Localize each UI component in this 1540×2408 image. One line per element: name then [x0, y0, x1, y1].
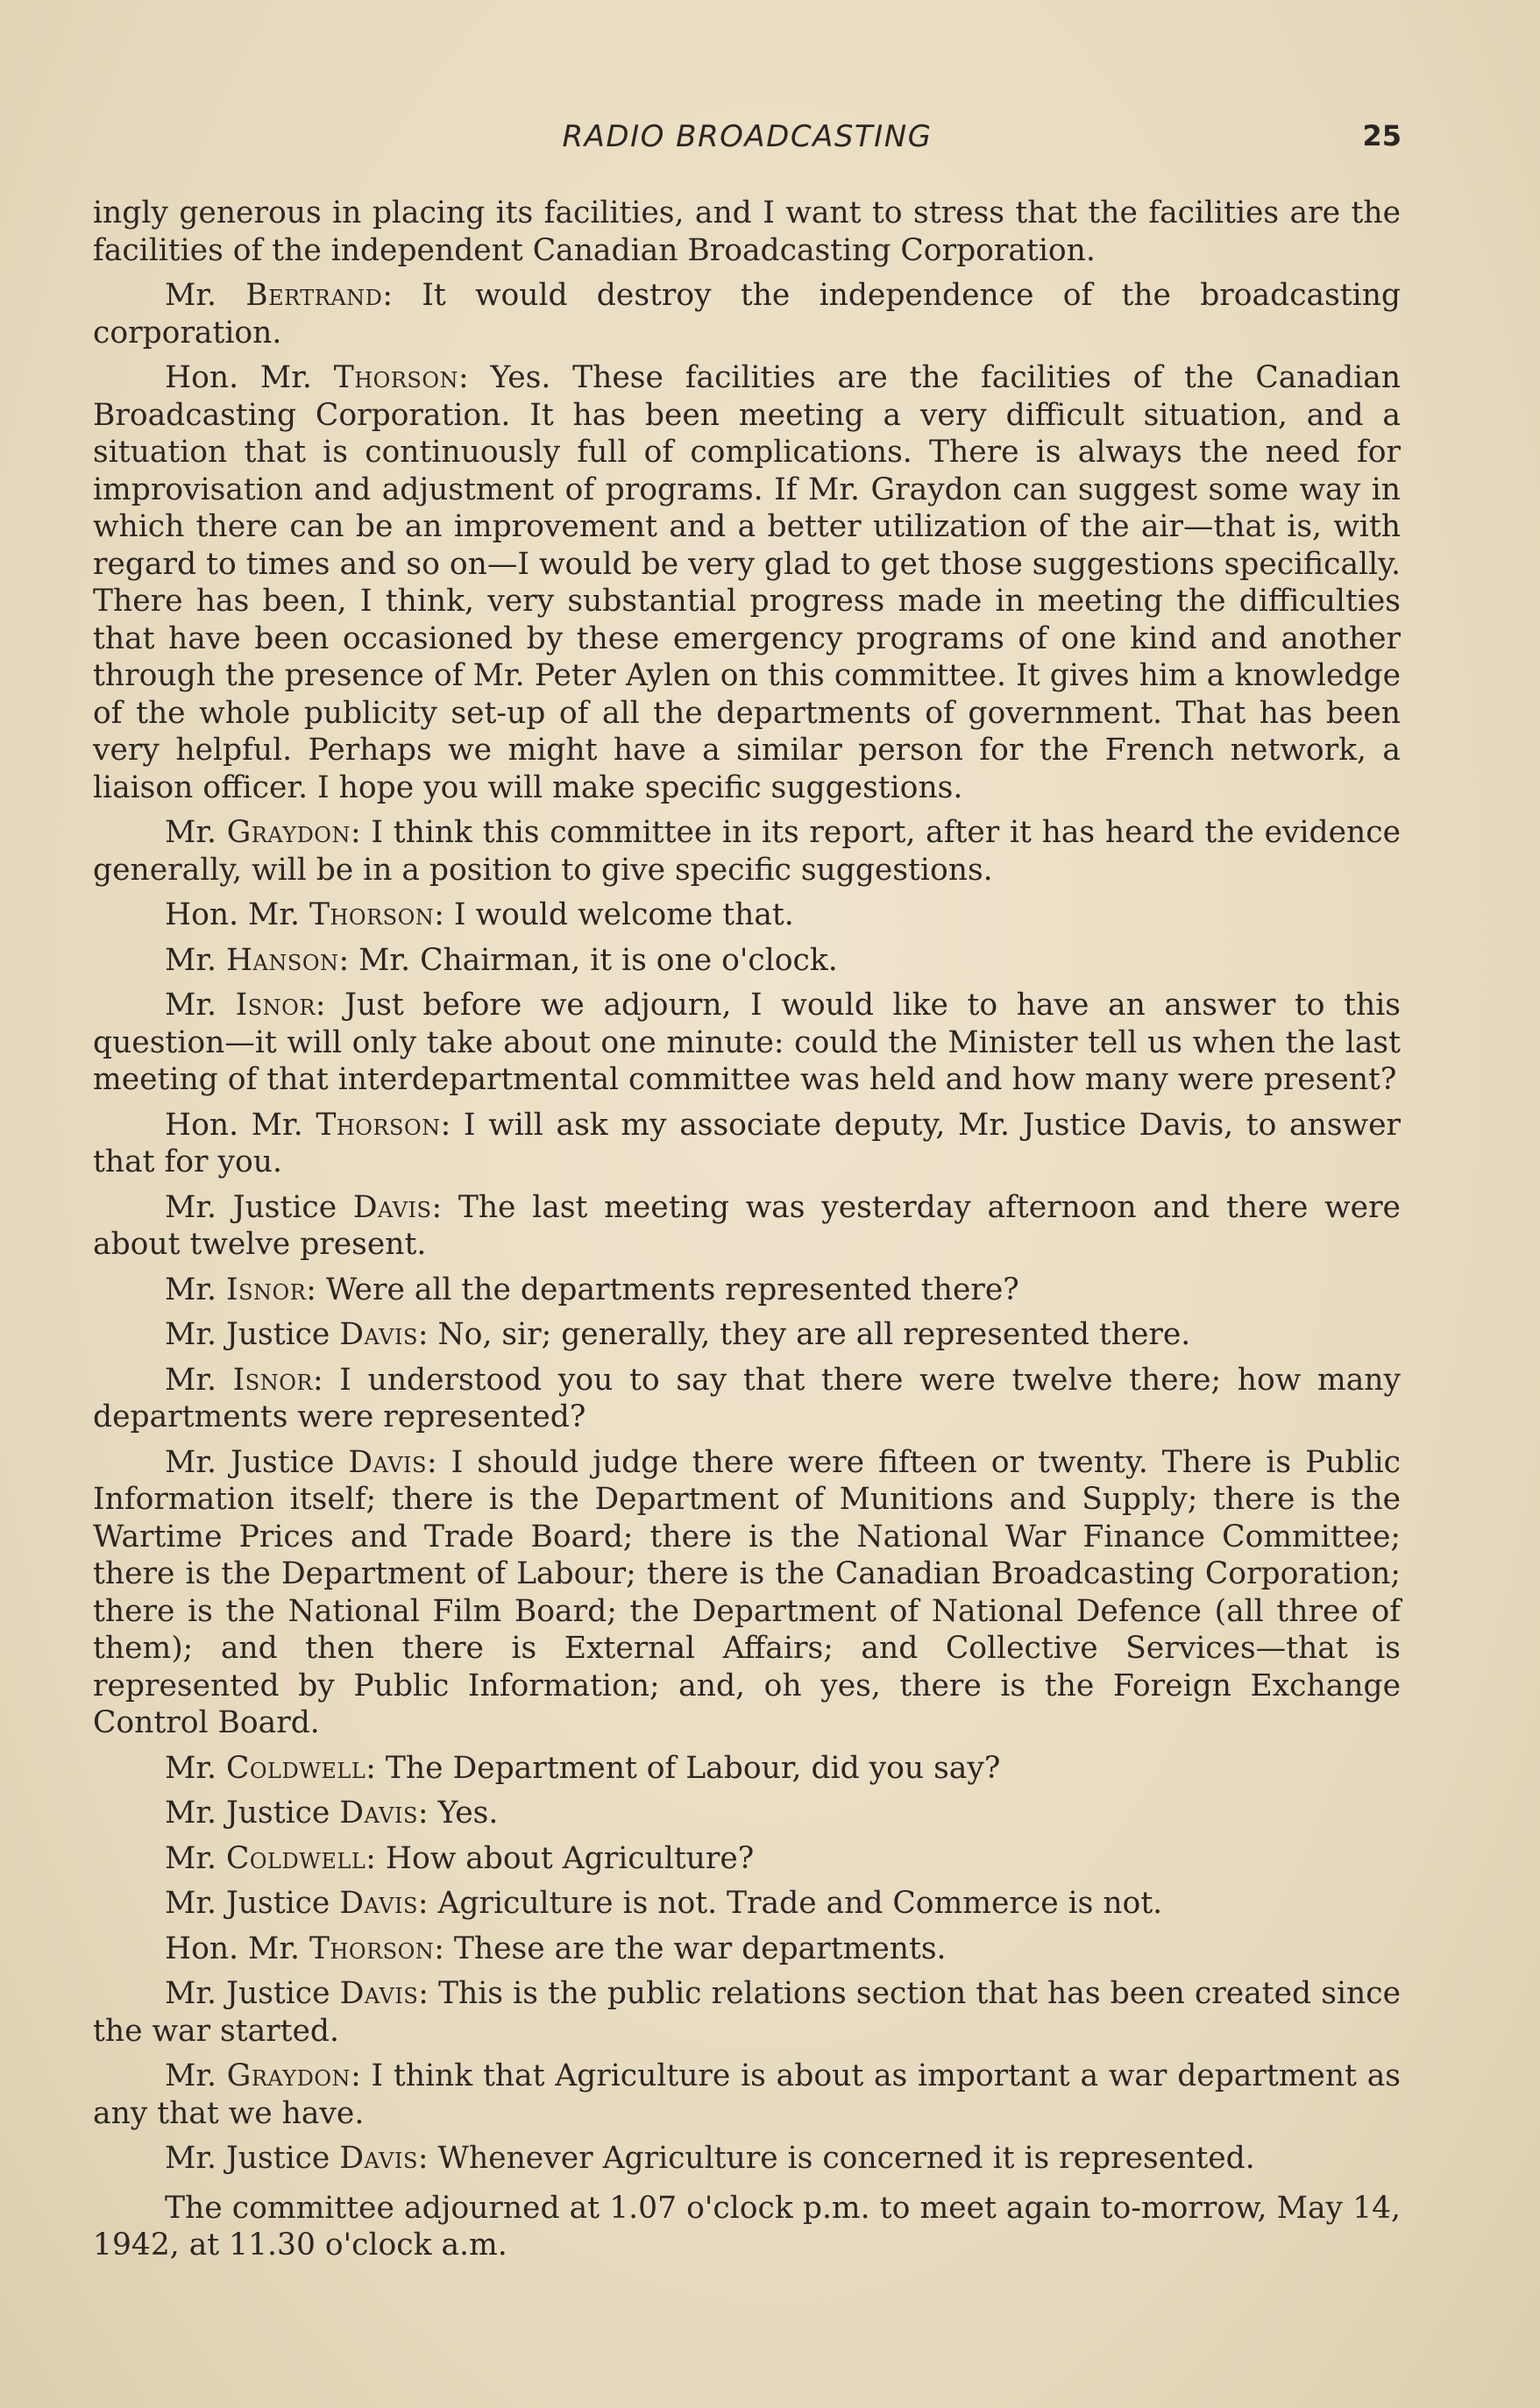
speaker-title: Hon. Mr. — [165, 897, 309, 932]
paragraph — [93, 1840, 1401, 1878]
body-text — [93, 195, 1401, 2272]
paragraph — [93, 1189, 1401, 1264]
paragraph — [93, 987, 1401, 1099]
paragraph-text: : It would destroy the independence of the broadcasting corporation. — [93, 278, 1401, 351]
paragraph-text: : Were all the departments represented there? — [306, 1271, 1019, 1307]
paragraph-text: : Yes. These facilities are the facilities of the Canadian Broadcasting Corporation. It has been meeting a very difficult situation, and a situation that is continuously full of complications. There is always the need for improvisation and adjustment of programs. If Mr. Graydon can suggest some way in which there can be an improvement and a better utilization of the air—that is, with regard to times and so on—I would be very glad to get those suggestions specifically. There has been, I think, very substantial progress made in meeting the difficulties that have been occasioned by these emergency programs of one kind and another through the presence of Mr. Peter Aylen on this committee. It gives him a knowledge of the whole publicity set-up of all the departments of government. That has been very helpful. Perhaps we might have a similar person for the French network, a liaison officer. I hope you will make specific suggestions. — [93, 360, 1401, 805]
paragraph — [93, 1750, 1401, 1788]
speaker-title: Mr. Justice — [165, 1976, 340, 2011]
paragraph — [93, 2057, 1401, 2132]
speaker-name: Thorson — [309, 897, 435, 932]
speaker-title: Mr. — [165, 1362, 233, 1398]
speaker-name: Thorson — [316, 1107, 441, 1143]
paragraph-text: : Just before we adjourn, I would like to have an answer to this question—it will only take about one minute: could the Minister tell us when the last meeting of that interdepartmental committee was held and how many were present? — [93, 988, 1401, 1097]
paragraph — [93, 1271, 1401, 1309]
paragraph — [93, 942, 1401, 980]
adjournment-note: The committee adjourned at 1.07 o'clock p.m. to meet again to-morrow, May 14, 1942, at 11.30 o'clock a.m. — [93, 2190, 1401, 2263]
speaker-title: Mr. Justice — [165, 2141, 340, 2176]
speaker-name: Hanson — [225, 942, 339, 978]
paragraph-text: : I should judge there were fifteen or twenty. There is Public Information itself; there is the Department of Munitions and Supply; there is the Wartime Prices and Trade Board; there is the National War Finance Committee; there is the Department of Labour; there is the Canadian Broadcasting Corporation; there is the National Film Board; the Department of National Defence (all three of them); and then there is External Affairs; and Collective Services—that is represented by Public Information; and, oh yes, there is the Foreign Exchange Control Board. — [93, 1444, 1401, 1740]
paragraph — [93, 1885, 1401, 1923]
paragraph — [93, 2140, 1401, 2178]
speaker-title: Hon. Mr. — [165, 1107, 316, 1143]
speaker-name: Davis — [339, 1976, 419, 2011]
paragraph-text: : How about Agriculture? — [365, 1840, 755, 1876]
paragraph — [93, 1107, 1401, 1181]
speaker-title: Mr. — [165, 1271, 226, 1307]
speaker-name: Isnor — [232, 1362, 313, 1398]
running-head: RADIO BROADCASTING — [562, 119, 933, 154]
speaker-name: Davis — [339, 2141, 418, 2176]
paragraph — [93, 359, 1401, 806]
speaker-title: Mr. Justice — [165, 1444, 349, 1480]
paragraph-text: : No, sir; generally, they are all represented there. — [417, 1317, 1191, 1352]
paragraph-text: : Yes. — [417, 1795, 499, 1831]
speaker-title: Mr. — [165, 942, 226, 978]
speaker-name: Graydon — [226, 2058, 351, 2093]
paragraph — [93, 1316, 1401, 1354]
paragraph-text: : I think that Agriculture is about as important a war department as any that we have. — [93, 2058, 1401, 2131]
paragraph-text: : I would welcome that. — [434, 897, 794, 932]
speaker-title: Mr. Justice — [165, 1189, 353, 1225]
speaker-title: Mr. — [165, 988, 236, 1023]
page-number: 25 — [1362, 119, 1402, 152]
paragraph — [93, 1362, 1401, 1436]
speaker-title: Mr. Justice — [165, 1317, 340, 1352]
paragraph-text: : These are the war departments. — [434, 1930, 947, 1966]
speaker-name: Davis — [339, 1886, 418, 1921]
paragraph — [93, 896, 1401, 934]
paragraph-continued — [93, 195, 1401, 269]
speaker-name: Davis — [339, 1795, 418, 1831]
paragraph — [93, 277, 1401, 351]
paragraph-text: : This is the public relations section that has been created since the war started. — [93, 1976, 1401, 2049]
paragraph — [93, 814, 1401, 889]
paragraph-text: : I understood you to say that there were twelve there; how many departments were represented? — [93, 1362, 1401, 1434]
paragraph-text: : Agriculture is not. Trade and Commerce is not. — [417, 1886, 1163, 1921]
speaker-name: Thorson — [309, 1930, 435, 1966]
speaker-name: Davis — [339, 1317, 418, 1352]
paragraph-text: : Mr. Chairman, it is one o'clock. — [338, 942, 838, 978]
page-header — [93, 119, 1402, 163]
speaker-name: Isnor — [225, 1271, 307, 1307]
speaker-name: Graydon — [226, 815, 351, 850]
paragraph — [93, 1444, 1401, 1742]
speaker-name: Davis — [352, 1189, 432, 1225]
speaker-title: Mr. — [165, 278, 246, 313]
speaker-title: Hon. Mr. — [165, 1930, 309, 1966]
paragraph-text: : The Department of Labour, did you say? — [365, 1750, 1001, 1786]
speaker-title: Mr. — [165, 1840, 226, 1876]
speaker-title: Hon. Mr. — [165, 360, 334, 395]
speaker-name: Coldwell — [225, 1840, 366, 1876]
speaker-title: Mr. Justice — [165, 1795, 340, 1831]
speaker-name: Isnor — [235, 988, 316, 1023]
paragraph-text: : Whenever Agriculture is concerned it is represented. — [417, 2141, 1255, 2176]
speaker-title: Mr. — [165, 1750, 226, 1786]
paragraph-text: : The last meeting was yesterday afternoon and there were about twelve present. — [93, 1189, 1401, 1262]
paragraph — [93, 1795, 1401, 1832]
speaker-title: Mr. — [165, 2058, 227, 2093]
paragraph — [93, 1975, 1401, 2050]
paragraph-text: ingly generous in placing its facilities, and I want to stress that the facilities are the facilities of the independent Canadian Broadcasting Corporation. — [93, 195, 1401, 268]
speaker-name: Davis — [348, 1444, 427, 1480]
speaker-name: Coldwell — [225, 1750, 366, 1786]
speaker-title: Mr. Justice — [165, 1886, 340, 1921]
speaker-title: Mr. — [165, 815, 227, 850]
paragraph-text: : I will ask my associate deputy, Mr. Justice Davis, to answer that for you. — [93, 1107, 1401, 1179]
speaker-name: Thorson — [333, 360, 459, 395]
paragraph-text: : I think this committee in its report, after it has heard the evidence generally, will be in a position to give specific suggestions. — [93, 815, 1401, 888]
paragraph — [93, 1930, 1401, 1968]
speaker-name: Bertrand — [245, 278, 383, 313]
